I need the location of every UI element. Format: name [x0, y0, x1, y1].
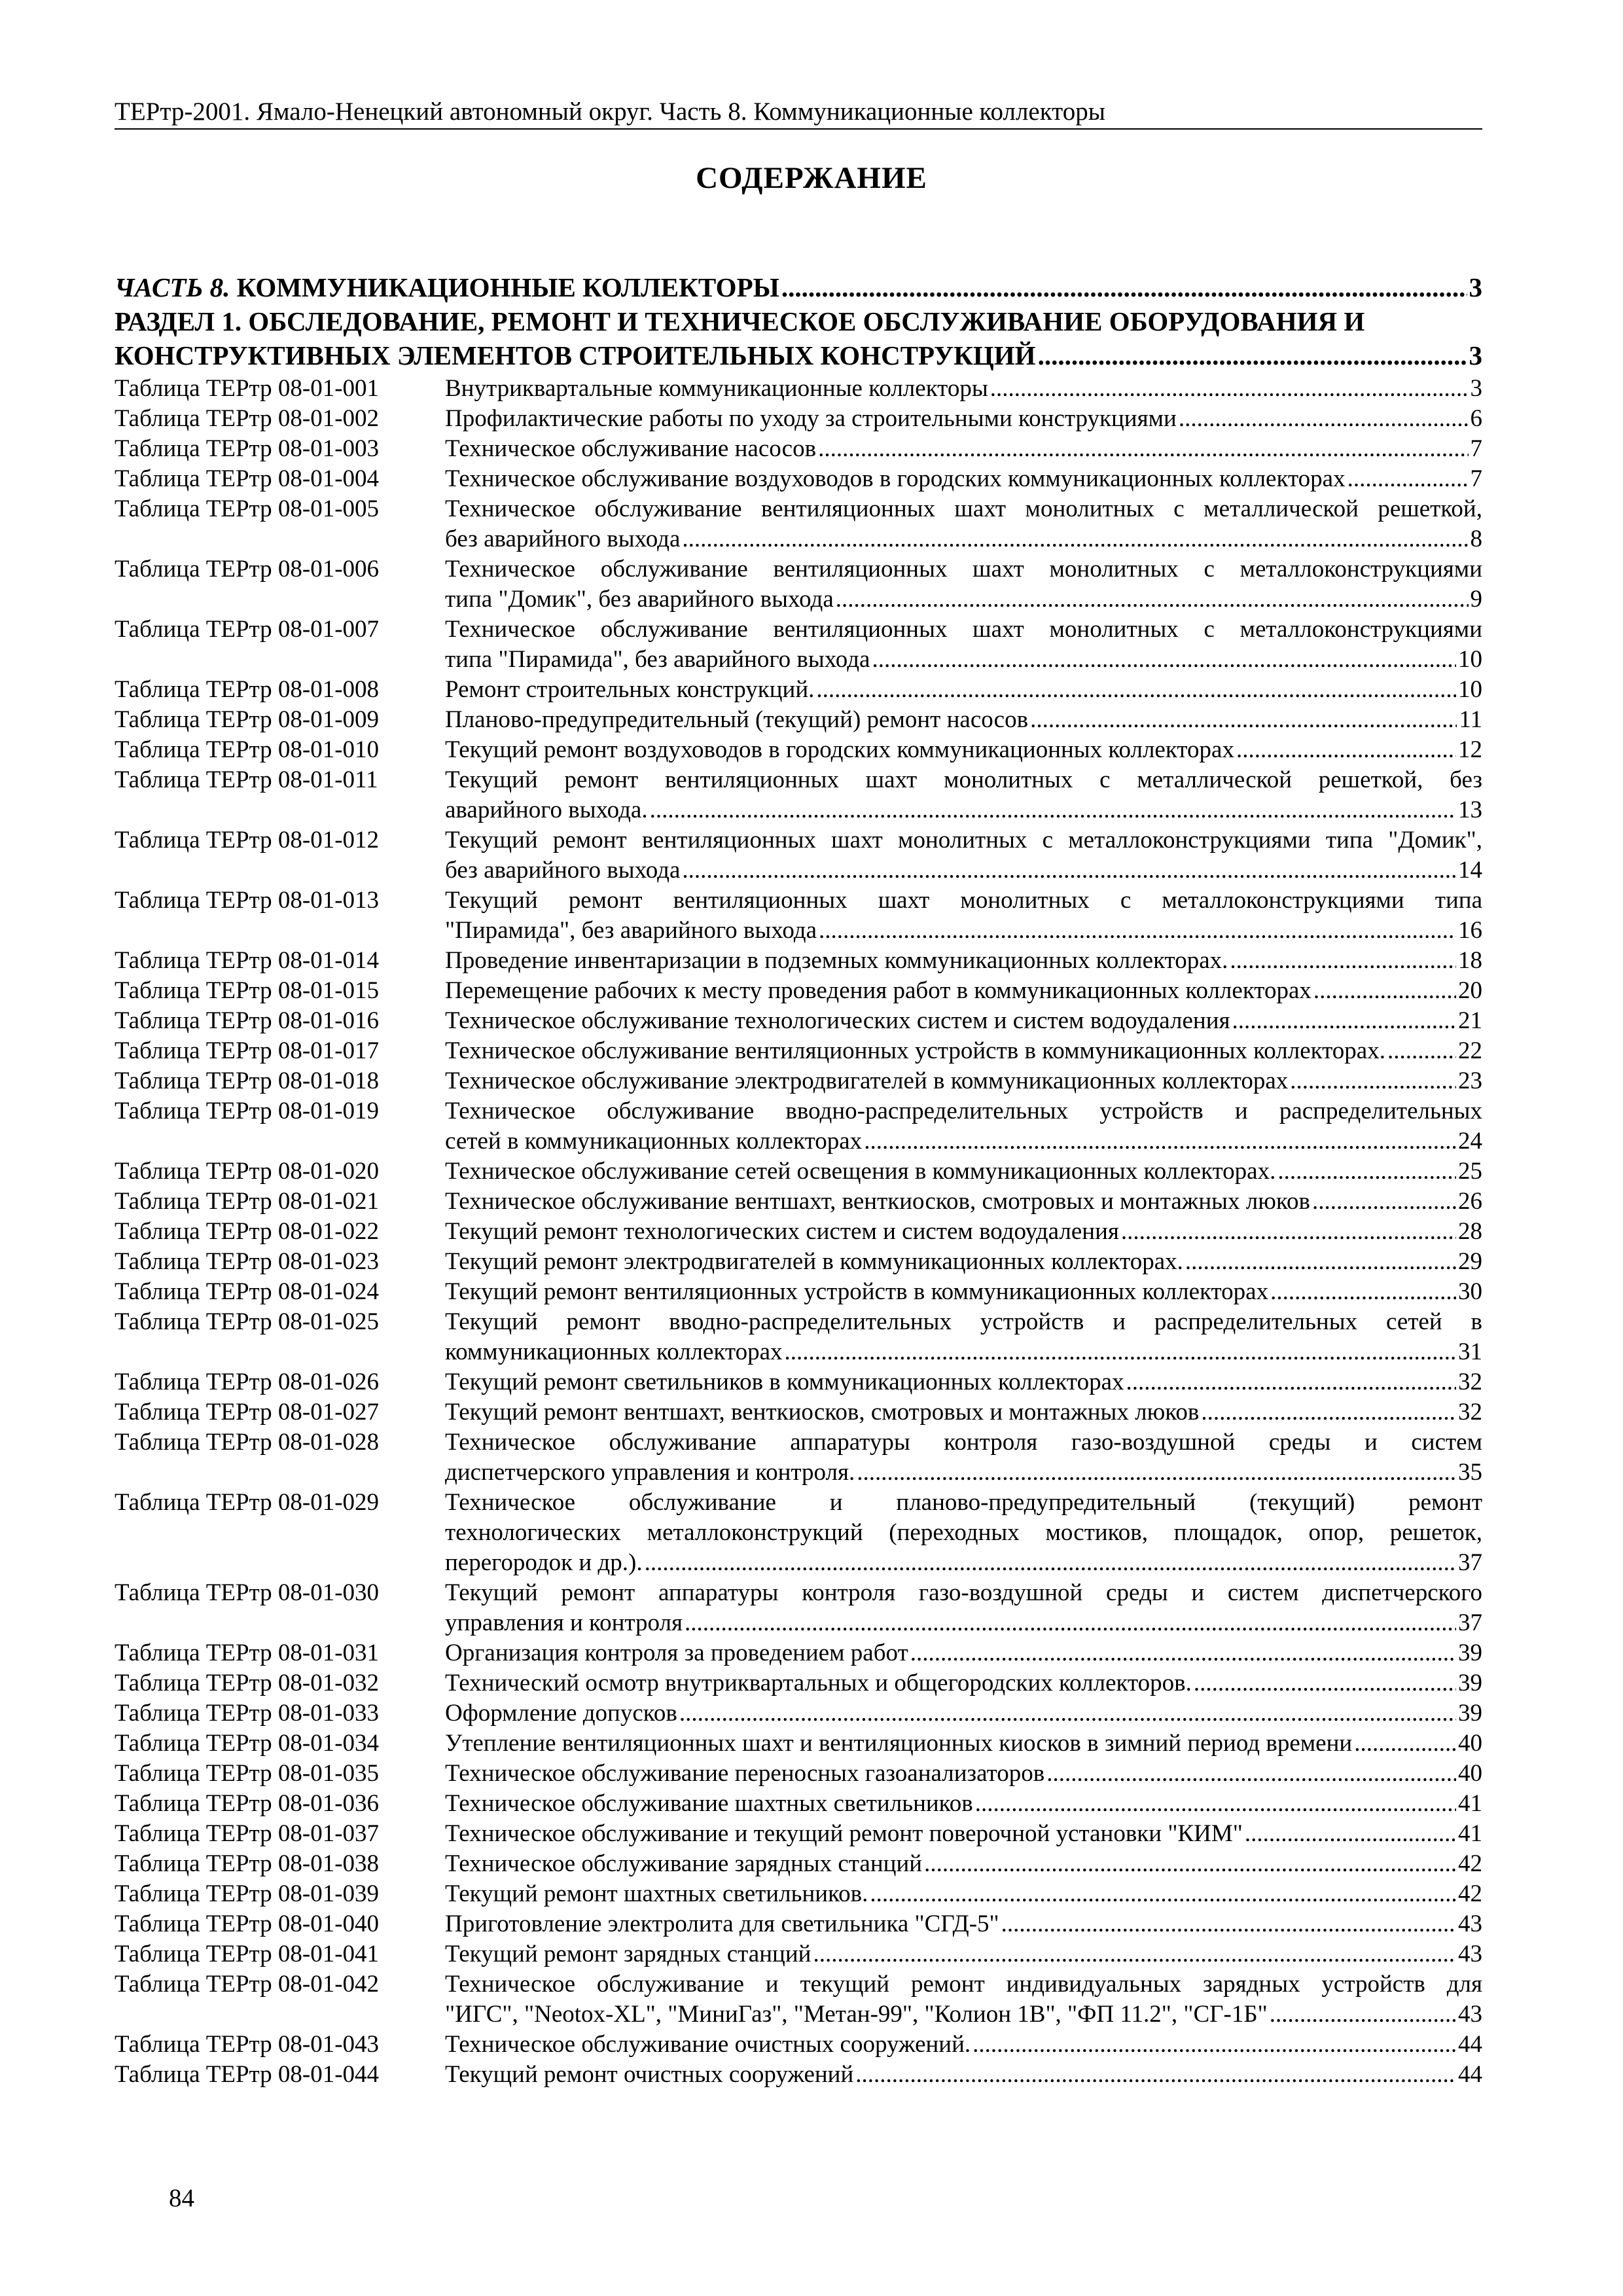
dot-leader: [785, 1337, 1456, 1367]
page-title: СОДЕРЖАНИЕ: [696, 161, 927, 195]
toc-table-entry[interactable]: [115, 1247, 1482, 1277]
table-title: [445, 1819, 1482, 1849]
table-title-line: диспетчерского управления и контроля.: [445, 1459, 855, 1486]
table-code: Таблица ТЕРтр 08-01-007: [115, 616, 380, 643]
table-title: [445, 1096, 1482, 1157]
table-title-line: Текущий ремонт аппаратуры контроля газо-воздушной среды и систем диспетчерского: [445, 1579, 1482, 1606]
table-code: Таблица ТЕРтр 08-01-041: [115, 1941, 380, 1967]
entry-page: 6: [1470, 405, 1482, 432]
dot-leader: [781, 270, 1467, 304]
toc-table-entry[interactable]: [115, 765, 1482, 825]
part-title: КОММУНИКАЦИОННЫЕ КОЛЛЕКТОРЫ: [236, 272, 779, 302]
entry-page: 25: [1458, 1158, 1482, 1185]
table-title-line: "ИГС", "Neotox-XL", "МиниГаз", "Метан-99", "Колион 1В", "ФП 11.2", "СГ-1Б": [445, 2001, 1268, 2028]
toc-table-entry[interactable]: [115, 1277, 1482, 1307]
table-title-line: перегородок и др.).: [445, 1549, 643, 1576]
entry-page: 39: [1458, 1670, 1482, 1696]
table-title: [445, 946, 1482, 976]
entry-page: 7: [1470, 435, 1482, 462]
dot-leader: [924, 1849, 1456, 1879]
entry-page: 31: [1458, 1338, 1482, 1365]
table-title-line: Техническое обслуживание и текущий ремонт поверочной установки "КИМ": [445, 1820, 1243, 1847]
dot-leader: [1270, 1277, 1456, 1307]
table-title: [445, 434, 1482, 464]
table-title: [445, 1277, 1482, 1307]
toc-table-entry[interactable]: [115, 735, 1482, 765]
toc-table-entry[interactable]: [115, 1427, 1482, 1488]
table-title: [445, 1909, 1482, 1939]
toc-table-entry[interactable]: [115, 1307, 1482, 1367]
toc-table-entry[interactable]: [115, 494, 1482, 554]
dot-leader: [855, 2060, 1456, 2090]
table-code: Таблица ТЕРтр 08-01-027: [115, 1399, 380, 1426]
toc-table-list: [115, 374, 1482, 2090]
table-title-line: управления и контроля: [445, 1609, 683, 1636]
table-code: Таблица ТЕРтр 08-01-001: [115, 375, 380, 402]
table-title: [445, 1879, 1482, 1909]
table-code: Таблица ТЕРтр 08-01-004: [115, 465, 380, 492]
table-title: [445, 1247, 1482, 1277]
table-title-line: Текущий ремонт вентиляционных шахт монолитных с металлоконструкциями типа: [445, 887, 1482, 914]
table-title-line: Техническое обслуживание и текущий ремонт индивидуальных зарядных устройств для: [445, 1971, 1482, 1998]
toc-table-entry[interactable]: [115, 1006, 1482, 1036]
table-code: Таблица ТЕРтр 08-01-022: [115, 1218, 380, 1245]
table-title: [445, 1006, 1482, 1036]
dot-leader: [836, 584, 1469, 615]
table-title-line: технологических металлоконструкций (переходных мостиков, площадок, опор, решеток,: [445, 1519, 1482, 1546]
table-title-line: Текущий ремонт светильников в коммуникационных коллекторах: [445, 1369, 1124, 1395]
toc-table-entry[interactable]: [115, 1969, 1482, 2030]
entry-page: 10: [1458, 646, 1482, 673]
table-title: [445, 1367, 1482, 1397]
table-title-line: Техническое обслуживание и планово-предупредительный (текущий) ремонт: [445, 1489, 1482, 1516]
table-title-line: Планово-предупредительный (текущий) ремонт насосов: [445, 706, 1029, 733]
table-code: Таблица ТЕРтр 08-01-014: [115, 947, 380, 974]
table-title-line: Внутриквартальные коммуникационные коллекторы: [445, 375, 988, 402]
toc-table-entry[interactable]: [115, 1578, 1482, 1638]
entry-page: 8: [1470, 526, 1482, 552]
table-title: [445, 554, 1482, 615]
table-of-contents: [115, 270, 1482, 2090]
table-title-line: Текущий ремонт вентиляционных шахт монолитных с металлической решеткой, без: [445, 766, 1482, 793]
toc-table-entry[interactable]: [115, 615, 1482, 675]
table-title: [445, 2060, 1482, 2090]
table-title-line: типа "Пирамида", без аварийного выхода: [445, 646, 870, 673]
table-code: Таблица ТЕРтр 08-01-034: [115, 1730, 380, 1757]
table-title: [445, 1157, 1482, 1187]
table-title-line: Ремонт строительных конструкций.: [445, 676, 815, 703]
table-code: Таблица ТЕРтр 08-01-011: [115, 766, 378, 793]
entry-page: 37: [1458, 1549, 1482, 1576]
table-title: [445, 886, 1482, 946]
part-number: ЧАСТЬ 8.: [115, 272, 230, 302]
table-code: Таблица ТЕРтр 08-01-018: [115, 1067, 380, 1094]
table-code: Таблица ТЕРтр 08-01-036: [115, 1790, 380, 1817]
table-title-line: Проведение инвентаризации в подземных коммуникационных коллекторах.: [445, 947, 1228, 974]
table-title-line: Техническое обслуживание вентиляционных шахт монолитных с металлоконструкциями: [445, 616, 1482, 643]
entry-page: 42: [1458, 1850, 1482, 1877]
dot-leader: [819, 916, 1456, 946]
table-title-line: без аварийного выхода: [445, 857, 681, 884]
entry-page: 30: [1458, 1278, 1482, 1305]
toc-table-entry[interactable]: [115, 1849, 1482, 1879]
dot-leader: [990, 374, 1469, 404]
dot-leader: [1347, 464, 1469, 494]
table-title-line: Техническое обслуживание шахтных светильников: [445, 1790, 973, 1817]
dot-leader: [1312, 1187, 1456, 1217]
entry-page: 39: [1458, 1640, 1482, 1666]
table-title-line: Текущий ремонт электродвигателей в коммуникационных коллекторах.: [445, 1248, 1183, 1275]
entry-page: 41: [1458, 1820, 1482, 1847]
table-title: [445, 1066, 1482, 1096]
toc-table-entry[interactable]: [115, 2060, 1482, 2090]
table-title-line: Техническое обслуживание аппаратуры контроля газо-воздушной среды и систем: [445, 1429, 1482, 1456]
entry-page: 24: [1458, 1128, 1482, 1155]
table-title-line: Текущий ремонт вентиляционных устройств в коммуникационных коллекторах: [445, 1278, 1269, 1305]
dot-leader: [1126, 1367, 1456, 1397]
dot-leader: [1230, 946, 1456, 976]
table-title: [445, 1427, 1482, 1488]
table-title: [445, 1307, 1482, 1367]
table-title-line: Утепление вентиляционных шахт и вентиляционных киосков в зимний период времени: [445, 1730, 1353, 1757]
dot-leader: [1387, 1036, 1456, 1066]
table-code: Таблица ТЕРтр 08-01-026: [115, 1369, 380, 1395]
entry-page: 32: [1458, 1399, 1482, 1426]
table-code: Таблица ТЕРтр 08-01-003: [115, 435, 380, 462]
dot-leader: [679, 1698, 1456, 1729]
table-code: Таблица ТЕРтр 08-01-012: [115, 827, 380, 853]
toc-table-entry[interactable]: [115, 1729, 1482, 1759]
table-title: [445, 1187, 1482, 1217]
table-title-line: Техническое обслуживание сетей освещения в коммуникационных коллекторах.: [445, 1158, 1276, 1185]
entry-page: 40: [1458, 1760, 1482, 1787]
table-title: [445, 1217, 1482, 1247]
entry-page: 43: [1458, 1910, 1482, 1937]
table-title: [445, 1668, 1482, 1698]
table-code: Таблица ТЕРтр 08-01-006: [115, 556, 380, 583]
table-title-line: Техническое обслуживание вентшахт, венткиосков, смотровых и монтажных люков: [445, 1188, 1310, 1215]
toc-table-entry[interactable]: [115, 1397, 1482, 1427]
table-code: Таблица ТЕРтр 08-01-010: [115, 736, 380, 763]
table-title-line: Техническое обслуживание вентиляционных шахт монолитных с металлической решеткой,: [445, 495, 1482, 522]
entry-page: 44: [1458, 2061, 1482, 2088]
running-header: ТЕРтр-2001. Ямало-Ненецкий автономный округ. Часть 8. Коммуникационные коллекторы: [115, 97, 1482, 130]
dot-leader: [1179, 404, 1469, 434]
entry-page: 22: [1458, 1037, 1482, 1064]
table-title-line: Организация контроля за проведением работ: [445, 1640, 908, 1666]
table-code: Таблица ТЕРтр 08-01-008: [115, 676, 380, 703]
entry-page: 3: [1470, 375, 1482, 402]
table-title-line: Техническое обслуживание вентиляционных устройств в коммуникационных коллекторах.: [445, 1037, 1385, 1064]
entry-page: 29: [1458, 1248, 1482, 1275]
table-title-line: Техническое обслуживание переносных газоанализаторов: [445, 1760, 1045, 1787]
toc-table-entry[interactable]: [115, 1367, 1482, 1397]
toc-table-entry[interactable]: [115, 374, 1482, 404]
table-title: [445, 1698, 1482, 1729]
toc-table-entry[interactable]: [115, 554, 1482, 615]
table-code: Таблица ТЕРтр 08-01-040: [115, 1910, 380, 1937]
table-title-line: Текущий ремонт зарядных станций: [445, 1941, 812, 1967]
table-title: [445, 615, 1482, 675]
dot-leader: [1290, 1066, 1456, 1096]
table-title-line: Профилактические работы по уходу за строительными конструкциями: [445, 405, 1177, 432]
table-code: Таблица ТЕРтр 08-01-038: [115, 1850, 380, 1877]
dot-leader: [872, 645, 1456, 675]
dot-leader: [1030, 705, 1457, 735]
table-code: Таблица ТЕРтр 08-01-024: [115, 1278, 380, 1305]
toc-table-entry[interactable]: [115, 1789, 1482, 1819]
toc-table-entry[interactable]: [115, 1066, 1482, 1096]
table-title: [445, 1969, 1482, 2030]
toc-table-entry[interactable]: [115, 1187, 1482, 1217]
table-code: Таблица ТЕРтр 08-01-020: [115, 1158, 380, 1185]
dot-leader: [1001, 1909, 1456, 1939]
entry-page: 13: [1458, 797, 1482, 823]
table-title-line: Техническое обслуживание насосов: [445, 435, 817, 462]
table-title: [445, 1488, 1482, 1578]
entry-page: 9: [1470, 586, 1482, 613]
table-code: Таблица ТЕРтр 08-01-009: [115, 706, 380, 733]
table-title: [445, 1578, 1482, 1638]
dot-leader: [818, 434, 1468, 464]
entry-page: 43: [1458, 1941, 1482, 1967]
table-code: Таблица ТЕРтр 08-01-028: [115, 1429, 380, 1456]
entry-page: 35: [1458, 1459, 1482, 1486]
dot-leader: [1232, 1006, 1456, 1036]
table-title: [445, 1729, 1482, 1759]
part-page: 3: [1469, 272, 1482, 302]
table-title: [445, 404, 1482, 434]
table-title-line: Техническое обслуживание технологических систем и систем водоудаления: [445, 1007, 1230, 1034]
table-title-line: типа "Домик", без аварийного выхода: [445, 586, 834, 613]
dot-leader: [975, 1789, 1456, 1819]
toc-table-entry[interactable]: [115, 434, 1482, 464]
table-title-line: сетей в коммуникационных коллекторах: [445, 1128, 863, 1155]
entry-page: 21: [1458, 1007, 1482, 1034]
table-title-line: Оформление допусков: [445, 1700, 677, 1727]
table-code: Таблица ТЕРтр 08-01-017: [115, 1037, 380, 1064]
dot-leader: [1270, 2000, 1456, 2030]
table-title: [445, 464, 1482, 494]
entry-page: 44: [1458, 2031, 1482, 2058]
table-code: Таблица ТЕРтр 08-01-016: [115, 1007, 380, 1034]
table-title-line: Техническое обслуживание электродвигателей в коммуникационных коллекторах: [445, 1067, 1289, 1094]
toc-table-entry[interactable]: [115, 1879, 1482, 1909]
toc-part-entry[interactable]: [115, 270, 1482, 304]
table-code: Таблица ТЕРтр 08-01-043: [115, 2031, 380, 2058]
table-code: Таблица ТЕРтр 08-01-044: [115, 2061, 380, 2088]
table-title-line: Текущий ремонт вентшахт, венткиосков, смотровых и монтажных люков: [445, 1399, 1200, 1426]
dot-leader: [682, 855, 1456, 886]
table-code: Таблица ТЕРтр 08-01-039: [115, 1880, 380, 1907]
table-title-line: без аварийного выхода: [445, 526, 681, 552]
toc-table-entry[interactable]: [115, 1819, 1482, 1849]
entry-page: 11: [1459, 706, 1482, 733]
toc-table-entry[interactable]: [115, 1909, 1482, 1939]
dot-leader: [685, 1608, 1456, 1638]
table-title-line: Техническое обслуживание очистных сооружений.: [445, 2031, 971, 2058]
table-code: Таблица ТЕРтр 08-01-005: [115, 495, 380, 522]
toc-table-entry[interactable]: [115, 1217, 1482, 1247]
entry-page: 37: [1458, 1609, 1482, 1636]
entry-page: 32: [1458, 1369, 1482, 1395]
section-title-line-2: КОНСТРУКТИВНЫХ ЭЛЕМЕНТОВ СТРОИТЕЛЬНЫХ КОНСТРУКЦИЙ: [115, 340, 1036, 370]
table-code: Таблица ТЕРтр 08-01-035: [115, 1760, 380, 1787]
table-code: Таблица ТЕРтр 08-01-023: [115, 1248, 380, 1275]
entry-page: 26: [1458, 1188, 1482, 1215]
table-title-line: Текущий ремонт вентиляционных шахт монолитных с металлоконструкциями типа "Домик",: [445, 827, 1482, 853]
table-title-line: Перемещение рабочих к месту проведения работ в коммуникационных коллекторах: [445, 977, 1311, 1004]
toc-table-entry[interactable]: [115, 2030, 1482, 2060]
toc-table-entry[interactable]: [115, 1668, 1482, 1698]
table-title-line: Техническое обслуживание вводно-распределительных устройств и распределительных: [445, 1098, 1482, 1124]
table-code: Таблица ТЕРтр 08-01-030: [115, 1579, 380, 1606]
dot-leader: [1354, 1729, 1456, 1759]
dot-leader: [857, 1458, 1456, 1488]
dot-leader: [864, 1126, 1456, 1157]
section-title-line-1: РАЗДЕЛ 1. ОБСЛЕДОВАНИЕ, РЕМОНТ И ТЕХНИЧЕСКОЕ ОБСЛУЖИВАНИЕ ОБОРУДОВАНИЯ И: [115, 306, 1365, 336]
entry-page: 7: [1470, 465, 1482, 492]
table-code: Таблица ТЕРтр 08-01-037: [115, 1820, 380, 1847]
table-title-line: Текущий ремонт очистных сооружений: [445, 2061, 854, 2088]
toc-table-entry[interactable]: [115, 1157, 1482, 1187]
table-title-line: Текущий ремонт воздуховодов в городских коммуникационных коллекторах: [445, 736, 1234, 763]
table-title-line: Техническое обслуживание воздуховодов в городских коммуникационных коллекторах: [445, 465, 1346, 492]
toc-table-entry[interactable]: [115, 1638, 1482, 1668]
dot-leader: [1046, 1759, 1456, 1789]
dot-leader: [1277, 1157, 1456, 1187]
entry-page: 43: [1458, 2001, 1482, 2028]
table-code: Таблица ТЕРтр 08-01-021: [115, 1188, 380, 1215]
toc-table-entry[interactable]: [115, 1939, 1482, 1969]
table-title-line: "Пирамида", без аварийного выхода: [445, 917, 817, 944]
table-title-line: Текущий ремонт вводно-распределительных устройств и распределительных сетей в: [445, 1308, 1482, 1335]
toc-table-entry[interactable]: [115, 464, 1482, 494]
entry-page: 28: [1458, 1218, 1482, 1245]
table-title: [445, 1397, 1482, 1427]
entry-page: 20: [1458, 977, 1482, 1004]
table-title: [445, 1638, 1482, 1668]
table-title: [445, 1036, 1482, 1066]
table-title: [445, 735, 1482, 765]
table-code: Таблица ТЕРтр 08-01-015: [115, 977, 380, 1004]
table-title: [445, 825, 1482, 886]
toc-table-entry[interactable]: [115, 1759, 1482, 1789]
dot-leader: [645, 1548, 1456, 1578]
dot-leader: [1185, 1247, 1456, 1277]
toc-table-entry[interactable]: [115, 1488, 1482, 1578]
dot-leader: [1236, 735, 1456, 765]
toc-table-entry[interactable]: [115, 404, 1482, 434]
toc-table-entry[interactable]: [115, 1096, 1482, 1157]
entry-page: 42: [1458, 1880, 1482, 1907]
dot-leader: [813, 1939, 1456, 1969]
toc-table-entry[interactable]: [115, 886, 1482, 946]
table-title: [445, 374, 1482, 404]
entry-page: 14: [1458, 857, 1482, 884]
dot-leader: [1121, 1217, 1456, 1247]
entry-page: 10: [1458, 676, 1482, 703]
dot-leader: [972, 2030, 1456, 2060]
table-title-line: коммуникационных коллекторах: [445, 1338, 783, 1365]
dot-leader: [910, 1638, 1456, 1668]
entry-page: 40: [1458, 1730, 1482, 1757]
page-number: 84: [169, 2184, 194, 2212]
table-title-line: Техническое обслуживание вентиляционных шахт монолитных с металлоконструкциями: [445, 556, 1482, 583]
toc-section-entry[interactable]: [115, 304, 1482, 372]
table-title-line: Техническое обслуживание зарядных станций: [445, 1850, 923, 1877]
table-code: Таблица ТЕРтр 08-01-019: [115, 1098, 380, 1124]
table-title-line: Текущий ремонт шахтных светильников.: [445, 1880, 868, 1907]
table-title: [445, 2030, 1482, 2060]
table-code: Таблица ТЕРтр 08-01-025: [115, 1308, 380, 1335]
toc-table-entry[interactable]: [115, 675, 1482, 705]
table-title: [445, 1939, 1482, 1969]
table-title: [445, 1759, 1482, 1789]
toc-table-entry[interactable]: [115, 825, 1482, 886]
table-code: Таблица ТЕРтр 08-01-033: [115, 1700, 380, 1727]
dot-leader: [682, 524, 1468, 554]
toc-table-entry[interactable]: [115, 976, 1482, 1006]
dot-leader: [1313, 976, 1456, 1006]
section-page: 3: [1469, 340, 1482, 370]
table-title-line: Текущий ремонт технологических систем и систем водоудаления: [445, 1218, 1119, 1245]
entry-page: 18: [1458, 947, 1482, 974]
dot-leader: [1194, 1668, 1456, 1698]
entry-page: 12: [1458, 736, 1482, 763]
table-title: [445, 1789, 1482, 1819]
dot-leader: [1201, 1397, 1456, 1427]
table-code: Таблица ТЕРтр 08-01-029: [115, 1489, 380, 1516]
table-title: [445, 765, 1482, 825]
dot-leader: [870, 1879, 1456, 1909]
table-title-line: аварийного выхода.: [445, 797, 648, 823]
table-title-line: Приготовление электролита для светильника "СГД-5": [445, 1910, 999, 1937]
table-code: Таблица ТЕРтр 08-01-013: [115, 887, 380, 914]
entry-page: 39: [1458, 1700, 1482, 1727]
entry-page: 23: [1458, 1067, 1482, 1094]
dot-leader: [816, 675, 1456, 705]
table-title-line: Технический осмотр внутриквартальных и общегородских коллекторов.: [445, 1670, 1192, 1696]
table-title: [445, 675, 1482, 705]
table-code: Таблица ТЕРтр 08-01-042: [115, 1971, 380, 1998]
table-code: Таблица ТЕРтр 08-01-002: [115, 405, 380, 432]
toc-table-entry[interactable]: [115, 705, 1482, 735]
table-code: Таблица ТЕРтр 08-01-032: [115, 1670, 380, 1696]
table-title: [445, 705, 1482, 735]
dot-leader: [1038, 338, 1467, 372]
dot-leader: [650, 795, 1456, 825]
dot-leader: [1245, 1819, 1456, 1849]
table-title: [445, 494, 1482, 554]
toc-table-entry[interactable]: [115, 1698, 1482, 1729]
entry-page: 16: [1458, 917, 1482, 944]
table-title: [445, 1849, 1482, 1879]
entry-page: 41: [1458, 1790, 1482, 1817]
table-title: [445, 976, 1482, 1006]
toc-table-entry[interactable]: [115, 946, 1482, 976]
toc-table-entry[interactable]: [115, 1036, 1482, 1066]
table-code: Таблица ТЕРтр 08-01-031: [115, 1640, 380, 1666]
